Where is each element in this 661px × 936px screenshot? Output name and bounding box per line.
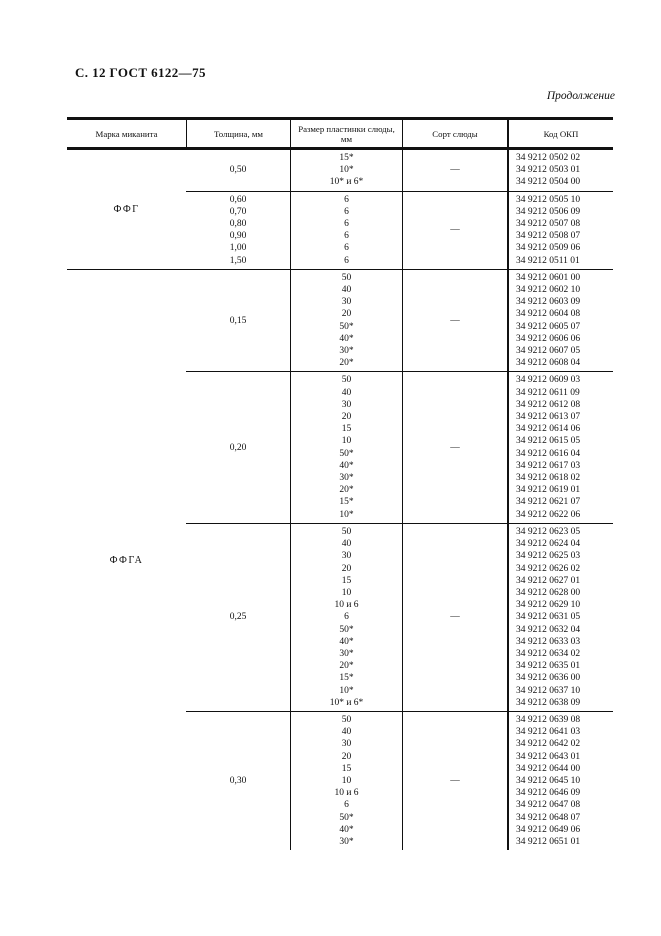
- size-value: 30: [341, 739, 352, 750]
- size-value: 20*: [339, 485, 354, 496]
- size-value: 30: [341, 551, 352, 562]
- sort-value: —: [450, 612, 460, 623]
- thickness-value: 0,15: [229, 315, 247, 326]
- okp-code-value: 34 9212 0631 05: [516, 612, 581, 623]
- thickness-cell: [186, 524, 290, 711]
- okp-code-value: 34 9212 0602 10: [516, 285, 581, 296]
- size-value: 50: [341, 714, 352, 725]
- sizes-cell: [290, 524, 402, 711]
- okp-code-value: 34 9212 0647 08: [516, 800, 581, 811]
- okp-code-value: 34 9212 0636 00: [516, 673, 581, 684]
- okp-code-value: 34 9212 0611 09: [516, 387, 580, 398]
- okp-code-value: 34 9212 0633 03: [516, 636, 581, 647]
- size-value: 50: [341, 526, 352, 537]
- okp-code-value: 34 9212 0608 04: [516, 358, 581, 369]
- okp-code-value: 34 9212 0644 00: [516, 763, 581, 774]
- okp-code-value: 34 9212 0637 10: [516, 685, 581, 696]
- sizes-cell: [290, 712, 402, 850]
- size-value: 15: [341, 575, 352, 586]
- okp-code-value: 34 9212 0629 10: [516, 600, 581, 611]
- thickness-value: 0,30: [229, 775, 247, 786]
- okp-code-value: 34 9212 0616 04: [516, 448, 581, 459]
- thickness-value: 0,70: [229, 206, 247, 217]
- okp-code-value: 34 9212 0646 09: [516, 788, 581, 799]
- size-value: 20*: [339, 358, 354, 369]
- okp-code-value: 34 9212 0503 01: [516, 165, 581, 176]
- table-body: [67, 150, 613, 850]
- thickness-cell: [186, 192, 290, 269]
- size-value: 10 и 6: [334, 788, 359, 799]
- sort-cell: [402, 150, 507, 191]
- size-value: 40*: [339, 824, 354, 835]
- size-value: 10* и 6*: [329, 697, 364, 708]
- thickness-cell: [186, 372, 290, 522]
- okp-code-value: 34 9212 0506 09: [516, 206, 581, 217]
- sizes-cell: [290, 372, 402, 522]
- page-header: С. 12 ГОСТ 6122—75: [75, 65, 206, 80]
- sort-cell: [402, 712, 507, 850]
- size-value: 10*: [339, 685, 354, 696]
- size-value: 6: [344, 231, 349, 242]
- size-value: 15*: [339, 497, 354, 508]
- sort-cell: [402, 524, 507, 711]
- okp-codes-table: [67, 117, 613, 850]
- size-value: 6: [344, 194, 349, 205]
- size-value: 40: [341, 727, 352, 738]
- size-value: 40*: [339, 460, 354, 471]
- okp-code-value: 34 9212 0635 01: [516, 661, 581, 672]
- okp-code-value: 34 9212 0601 00: [516, 272, 581, 283]
- size-value: 40*: [339, 333, 354, 344]
- column-header-thickness: Толщина, мм: [186, 120, 290, 147]
- codes-cell: [507, 192, 613, 269]
- sizes-cell: [290, 270, 402, 372]
- table-header-row: [67, 120, 613, 150]
- codes-cell: [507, 372, 613, 522]
- thickness-value: 0,25: [229, 612, 247, 623]
- sort-value: —: [450, 165, 460, 176]
- thickness-value: 0,20: [229, 442, 247, 453]
- size-value: 50*: [339, 321, 354, 332]
- okp-code-value: 34 9212 0645 10: [516, 775, 581, 786]
- okp-code-value: 34 9212 0613 07: [516, 412, 581, 423]
- sort-cell: [402, 192, 507, 269]
- sort-value: —: [450, 315, 460, 326]
- thickness-block: [186, 150, 613, 191]
- size-value: 6: [344, 612, 349, 623]
- size-value: 50*: [339, 624, 354, 635]
- okp-code-value: 34 9212 0614 06: [516, 424, 581, 435]
- okp-code-value: 34 9212 0604 08: [516, 309, 581, 320]
- okp-code-value: 34 9212 0625 03: [516, 551, 581, 562]
- size-value: 20: [341, 751, 352, 762]
- thickness-block: [186, 371, 613, 522]
- okp-code-value: 34 9212 0623 05: [516, 526, 581, 537]
- size-value: 10*: [339, 509, 354, 520]
- sizes-cell: [290, 150, 402, 191]
- thickness-value: 0,50: [229, 165, 247, 176]
- thickness-block: [186, 191, 613, 269]
- sort-value: —: [450, 775, 460, 786]
- okp-code-value: 34 9212 0648 07: [516, 812, 581, 823]
- codes-cell: [507, 712, 613, 850]
- okp-code-value: 34 9212 0626 02: [516, 563, 581, 574]
- codes-cell: [507, 150, 613, 191]
- okp-code-value: 34 9212 0641 03: [516, 727, 581, 738]
- okp-code-value: 34 9212 0621 07: [516, 497, 581, 508]
- size-value: 30*: [339, 346, 354, 357]
- okp-code-value: 34 9212 0651 01: [516, 836, 581, 847]
- size-value: 6: [344, 219, 349, 230]
- size-value: 10* и 6*: [329, 177, 364, 188]
- okp-code-value: 34 9212 0508 07: [516, 231, 581, 242]
- size-value: 40: [341, 387, 352, 398]
- sort-cell: [402, 372, 507, 522]
- okp-code-value: 34 9212 0628 00: [516, 587, 581, 598]
- size-value: 10: [341, 775, 352, 786]
- okp-code-value: 34 9212 0605 07: [516, 321, 581, 332]
- codes-cell: [507, 270, 613, 372]
- size-value: 6: [344, 800, 349, 811]
- okp-code-value: 34 9212 0612 08: [516, 399, 581, 410]
- thickness-value: 1,00: [229, 243, 247, 254]
- grade-blocks: [186, 150, 613, 269]
- okp-code-value: 34 9212 0642 02: [516, 739, 581, 750]
- sizes-cell: [290, 192, 402, 269]
- size-value: 15*: [339, 153, 354, 163]
- size-value: 50: [341, 272, 352, 283]
- size-value: 10: [341, 436, 352, 447]
- thickness-value: 0,90: [229, 231, 247, 242]
- size-value: 10 и 6: [334, 600, 359, 611]
- size-value: 6: [344, 206, 349, 217]
- okp-code-value: 34 9212 0607 05: [516, 346, 581, 357]
- okp-code-value: 34 9212 0643 01: [516, 751, 581, 762]
- continuation-label: Продолжение: [546, 90, 615, 102]
- size-value: 15: [341, 763, 352, 774]
- thickness-value: 1,50: [229, 255, 247, 266]
- okp-code-value: 34 9212 0509 06: [516, 243, 581, 254]
- size-value: 20: [341, 412, 352, 423]
- size-value: 40: [341, 285, 352, 296]
- grade-label: ФФГА: [109, 554, 144, 566]
- size-value: 50*: [339, 448, 354, 459]
- size-value: 30: [341, 399, 352, 410]
- thickness-block: [186, 270, 613, 372]
- size-value: 30*: [339, 648, 354, 659]
- grade-group: [67, 150, 613, 269]
- okp-code-value: 34 9212 0505 10: [516, 194, 581, 205]
- sort-value: —: [450, 225, 460, 236]
- okp-code-value: 34 9212 0617 03: [516, 460, 581, 471]
- size-value: 20*: [339, 661, 354, 672]
- size-value: 40: [341, 539, 352, 550]
- size-value: 40*: [339, 636, 354, 647]
- okp-code-value: 34 9212 0511 01: [516, 255, 580, 266]
- grade-label: ФФГ: [113, 203, 140, 215]
- size-value: 6: [344, 243, 349, 254]
- size-value: 15: [341, 424, 352, 435]
- size-value: 20: [341, 309, 352, 320]
- okp-code-value: 34 9212 0627 01: [516, 575, 581, 586]
- column-header-okp-code: Код ОКП: [507, 120, 613, 147]
- okp-code-value: 34 9212 0632 04: [516, 624, 581, 635]
- grade-blocks: [186, 270, 613, 850]
- grade-group: [67, 269, 613, 850]
- size-value: 30: [341, 297, 352, 308]
- size-value: 15*: [339, 673, 354, 684]
- okp-code-value: 34 9212 0624 04: [516, 539, 581, 550]
- thickness-cell: [186, 270, 290, 372]
- sort-value: —: [450, 442, 460, 453]
- okp-code-value: 34 9212 0504 00: [516, 177, 581, 188]
- okp-code-value: 34 9212 0618 02: [516, 473, 581, 484]
- sort-cell: [402, 270, 507, 372]
- thickness-block: [186, 711, 613, 850]
- okp-code-value: 34 9212 0649 06: [516, 824, 581, 835]
- okp-code-value: 34 9212 0634 02: [516, 648, 581, 659]
- size-value: 30*: [339, 836, 354, 847]
- okp-code-value: 34 9212 0606 06: [516, 333, 581, 344]
- okp-code-value: 34 9212 0619 01: [516, 485, 581, 496]
- okp-code-value: 34 9212 0609 03: [516, 375, 581, 386]
- thickness-cell: [186, 150, 290, 191]
- okp-code-value: 34 9212 0615 05: [516, 436, 581, 447]
- size-value: 10*: [339, 165, 354, 176]
- size-value: 50: [341, 375, 352, 386]
- size-value: 20: [341, 563, 352, 574]
- thickness-value: 0,60: [229, 194, 247, 205]
- column-header-grade: Марка миканита: [95, 128, 158, 139]
- size-value: 10: [341, 587, 352, 598]
- okp-code-value: 34 9212 0502 02: [516, 153, 581, 163]
- okp-code-value: 34 9212 0603 09: [516, 297, 581, 308]
- okp-code-value: 34 9212 0639 08: [516, 714, 581, 725]
- okp-code-value: 34 9212 0622 06: [516, 509, 581, 520]
- column-header-mica-sort: Сорт слюды: [402, 120, 507, 147]
- thickness-cell: [186, 712, 290, 850]
- size-value: 6: [344, 255, 349, 266]
- thickness-block: [186, 523, 613, 711]
- okp-code-value: 34 9212 0638 09: [516, 697, 581, 708]
- size-value: 30*: [339, 473, 354, 484]
- size-value: 50*: [339, 812, 354, 823]
- thickness-value: 0,80: [229, 219, 247, 230]
- column-header-plate-size: Размер пластинки слюды, мм: [290, 120, 402, 147]
- codes-cell: [507, 524, 613, 711]
- okp-code-value: 34 9212 0507 08: [516, 219, 581, 230]
